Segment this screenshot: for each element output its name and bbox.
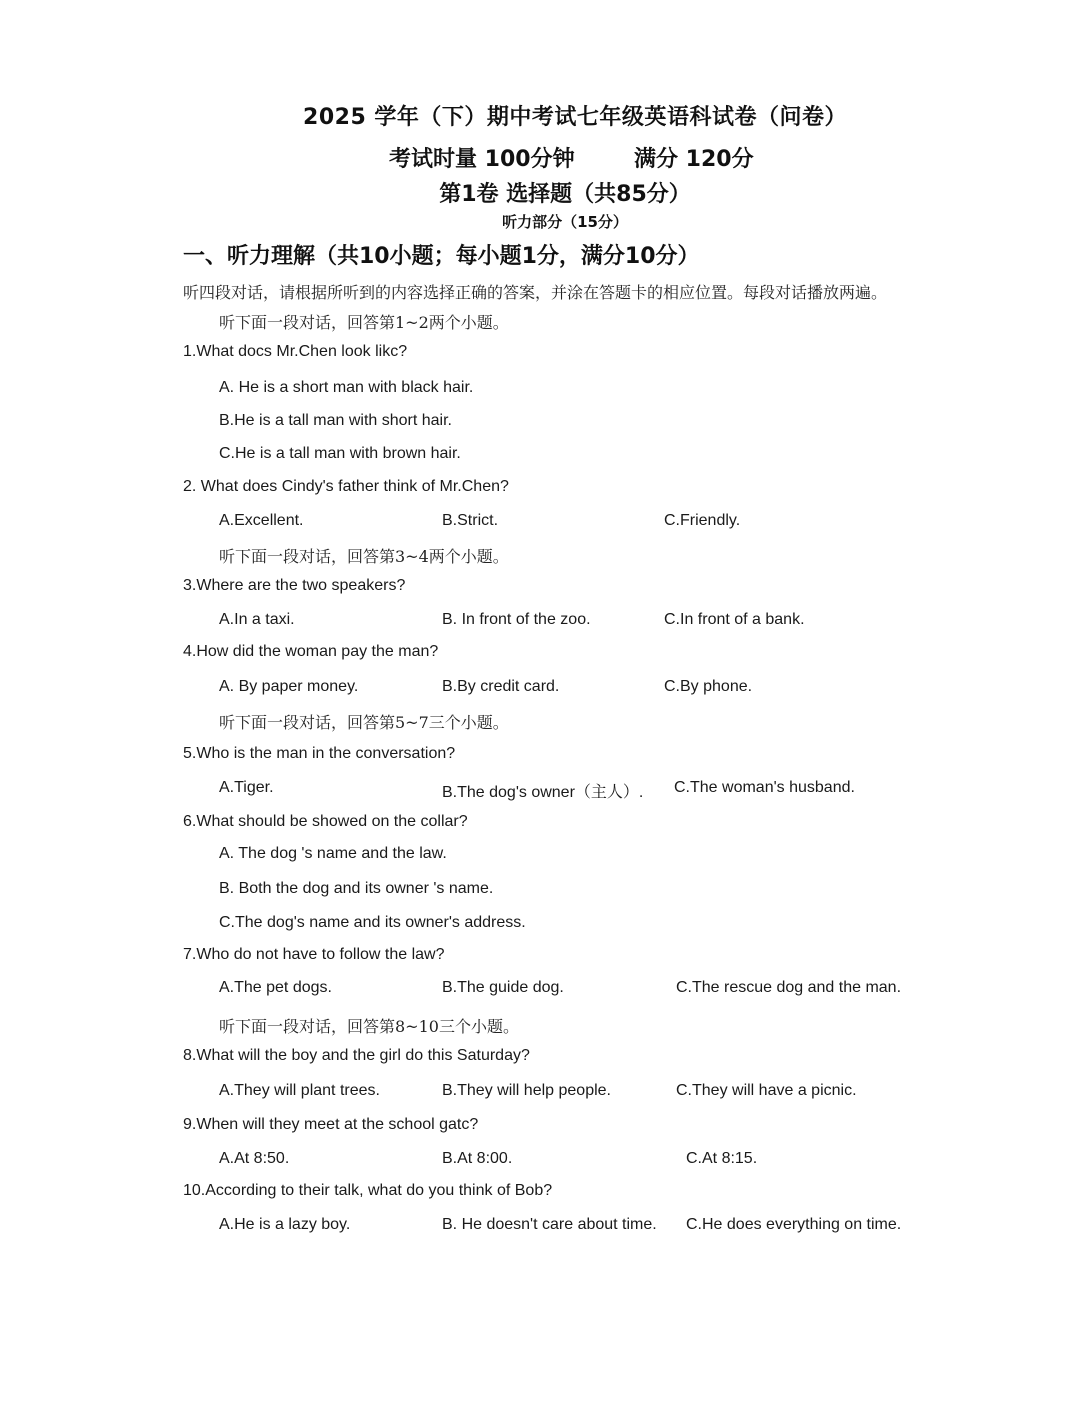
- option-a: A.Tiger.: [219, 779, 274, 796]
- option-b: B.The dog's owner（主人）.: [442, 784, 644, 801]
- listening-prompt: 听下面一段对话，回答第1~2两个小题。: [219, 313, 509, 332]
- listening-prompt: 听下面一段对话，回答第3~4两个小题。: [219, 547, 509, 566]
- option-c: C.He does everything on time.: [686, 1216, 902, 1233]
- question-text: 7.Who do not have to follow the law?: [183, 946, 445, 963]
- section-instruction: 听四段对话，请根据所听到的内容选择正确的答案，并涂在答题卡的相应位置。每段对话播放两遍。: [183, 283, 888, 302]
- option-a: A.They will plant trees.: [219, 1082, 380, 1099]
- option-a: A.He is a lazy boy.: [219, 1216, 351, 1233]
- exam-full-score: 满分 120分: [634, 147, 754, 172]
- listening-prompt: 听下面一段对话，回答第5~7三个小题。: [219, 713, 509, 732]
- option-b: B.He is a tall man with short hair.: [219, 412, 452, 429]
- question-text: 3.Where are the two speakers?: [183, 577, 406, 594]
- volume-heading: 第1卷 选择题（共85分）: [439, 182, 691, 207]
- option-c: C.Friendly.: [664, 512, 741, 529]
- question-text: 6.What should be showed on the collar?: [183, 813, 468, 830]
- exam-title: 2025 学年（下）期中考试七年级英语科试卷（问卷）: [303, 105, 847, 130]
- option-b: B. Both the dog and its owner 's name.: [219, 880, 494, 897]
- option-a: A.Excellent.: [219, 512, 304, 529]
- question-text: 8.What will the boy and the girl do this Saturday?: [183, 1047, 530, 1064]
- question-text: 10.According to their talk, what do you think of Bob?: [183, 1182, 553, 1199]
- listening-prompt: 听下面一段对话，回答第8~10三个小题。: [219, 1017, 519, 1036]
- option-c: C.The woman's husband.: [674, 779, 855, 796]
- question-text: 4.How did the woman pay the man?: [183, 643, 439, 660]
- option-b: B.The guide dog.: [442, 979, 564, 996]
- option-c: C.The dog's name and its owner's address.: [219, 914, 526, 931]
- question-text: 2. What does Cindy's father think of Mr.Chen?: [183, 478, 509, 495]
- option-b: B.By credit card.: [442, 678, 560, 695]
- option-b: B.Strict.: [442, 512, 499, 529]
- section-heading: 一、听力理解（共10小题；每小题1分，满分10分）: [183, 244, 700, 269]
- option-c: C.In front of a bank.: [664, 611, 805, 628]
- listening-part-heading: 听力部分（15分）: [502, 213, 628, 231]
- option-a: A. By paper money.: [219, 678, 359, 695]
- option-b: B.They will help people.: [442, 1082, 611, 1099]
- option-c: C.At 8:15.: [686, 1150, 758, 1167]
- option-a: A. He is a short man with black hair.: [219, 379, 474, 396]
- option-a: A.At 8:50.: [219, 1150, 290, 1167]
- question-text: 1.What docs Mr.Chen look likc?: [183, 343, 408, 360]
- option-b: B.At 8:00.: [442, 1150, 513, 1167]
- option-c: C.He is a tall man with brown hair.: [219, 445, 461, 462]
- question-text: 5.Who is the man in the conversation?: [183, 745, 456, 762]
- option-c: C.By phone.: [664, 678, 753, 695]
- question-text: 9.When will they meet at the school gatc?: [183, 1116, 479, 1133]
- option-a: A.The pet dogs.: [219, 979, 332, 996]
- option-a: A. The dog 's name and the law.: [219, 845, 447, 862]
- option-c: C.The rescue dog and the man.: [676, 979, 902, 996]
- option-b: B. He doesn't care about time.: [442, 1216, 657, 1233]
- exam-duration: 考试时量 100分钟: [389, 147, 575, 172]
- option-a: A.In a taxi.: [219, 611, 295, 628]
- option-c: C.They will have a picnic.: [676, 1082, 857, 1099]
- option-b: B. In front of the zoo.: [442, 611, 591, 628]
